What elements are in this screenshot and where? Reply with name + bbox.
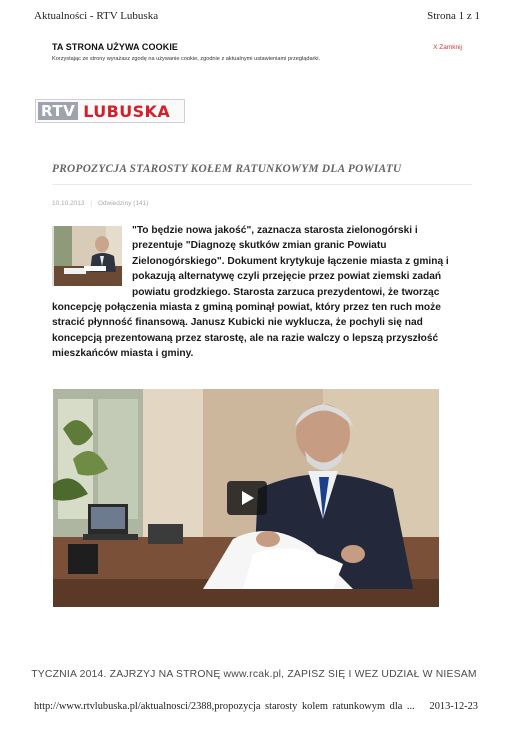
play-button[interactable] xyxy=(227,481,267,515)
title-divider xyxy=(52,184,472,185)
print-footer-url: http://www.rtvlubuska.pl/aktualnosci/2388,propozycja starosty kolem ratunkowym dla ... xyxy=(34,701,415,712)
print-header-page: Strona 1 z 1 xyxy=(427,10,480,22)
print-footer xyxy=(34,701,478,715)
article-meta xyxy=(52,200,148,207)
print-header-title: Aktualności - RTV Lubuska xyxy=(34,10,159,22)
thumbnail-spacer xyxy=(52,223,132,287)
print-header xyxy=(34,10,480,26)
play-icon xyxy=(238,489,256,507)
logo-rtv: RTV xyxy=(38,102,78,120)
print-footer-date: 2013-12-23 xyxy=(429,701,478,712)
article-body-text: "To będzie nowa jakość", zaznacza starosta zielonogórski i prezentuje "Diagnozę skutków zmian granic Powiatu Zielonogórskiego". Dokument krytykuje łączenie miasta z gminą i pokazują alternatywę czyli przejęcie przez powiat ziemski zadań powiatu grodzkiego. Starosta zarzuca prezydentowi, że tworząc koncepcję połączenia miasta z gminą pominął powiat, który przez ten ruch może stracić płynność finansową. Janusz Kubicki nie wyklucza, że pochyli się nad koncepcją prezentowaną przez starostę, ale na razie walczy o lepszą przyszłość mieszkańców miasta i gminy. xyxy=(52,225,449,360)
logo-lubuska: LUBUSKA xyxy=(83,101,171,121)
article-body xyxy=(52,223,462,362)
cookie-notice xyxy=(52,42,472,62)
article-views: Odwiedziny (141) xyxy=(97,200,149,207)
meta-separator: | xyxy=(90,200,93,207)
cookie-text: Korzystając ze strony wyrażasz zgodę na używanie cookie, zgodnie z aktualnymi ustawieniami przeglądarki. xyxy=(52,56,321,62)
article-date: 10.10.2013 xyxy=(52,200,85,207)
cookie-title: TA STRONA UŻYWA COOKIE xyxy=(52,42,179,52)
cookie-close-button[interactable]: X Zamknij xyxy=(433,44,462,51)
article-title: PROPOZYCJA STAROSTY KOŁEM RATUNKOWYM DLA POWIATU xyxy=(52,163,402,175)
promo-banner-text: TYCZNIA 2014. ZAJRZYJ NA STRONĘ www.rcak.pl, ZAPISZ SIĘ I WEŹ UDZIAŁ W NIESAM xyxy=(31,669,477,680)
site-logo[interactable] xyxy=(35,99,185,123)
promo-banner[interactable] xyxy=(0,669,516,680)
video-player[interactable] xyxy=(53,389,439,607)
